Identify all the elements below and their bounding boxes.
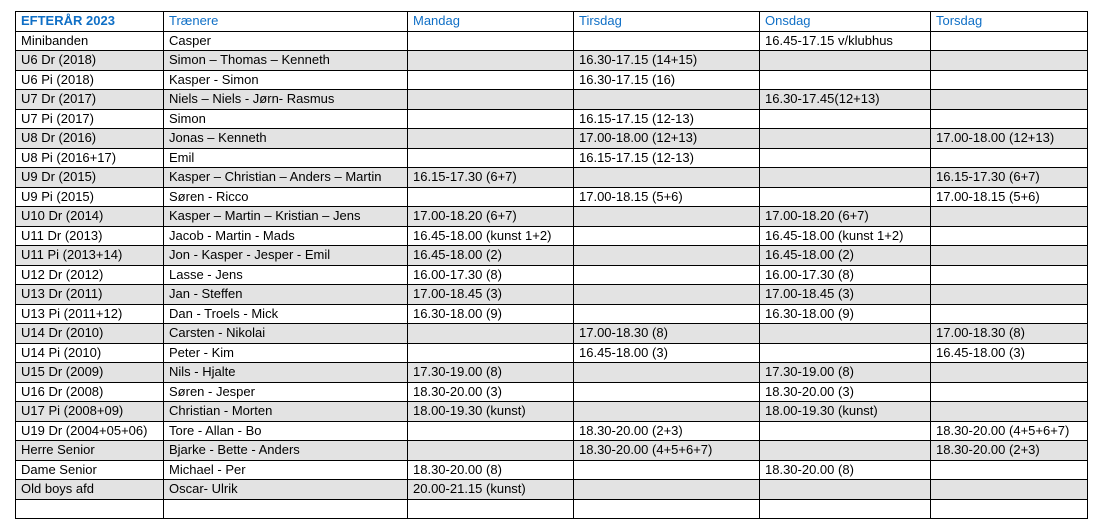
trainers-cell: Kasper – Christian – Anders – Martin — [164, 168, 408, 188]
monday-cell: 20.00-21.15 (kunst) — [408, 480, 574, 500]
wednesday-cell: 17.00-18.20 (6+7) — [760, 207, 931, 227]
trainers-cell: Simon – Thomas – Kenneth — [164, 51, 408, 71]
table-row — [16, 402, 1088, 422]
table-row — [16, 148, 1088, 168]
monday-cell — [408, 90, 574, 110]
thursday-cell — [931, 363, 1088, 383]
thursday-cell — [931, 285, 1088, 305]
trainers-cell: Michael - Per — [164, 460, 408, 480]
wednesday-cell — [760, 187, 931, 207]
trainers-cell: Emil — [164, 148, 408, 168]
trainers-cell: Bjarke - Bette - Anders — [164, 441, 408, 461]
thursday-cell: 17.00-18.30 (8) — [931, 324, 1088, 344]
trainers-cell: Tore - Allan - Bo — [164, 421, 408, 441]
thursday-cell — [931, 31, 1088, 51]
team-cell: Minibanden — [16, 31, 164, 51]
day-heading-wednesday: Onsdag — [760, 12, 931, 32]
tuesday-cell — [574, 31, 760, 51]
header-row — [16, 12, 1088, 32]
tuesday-cell — [574, 226, 760, 246]
wednesday-cell: 16.00-17.30 (8) — [760, 265, 931, 285]
wednesday-cell: 16.45-17.15 v/klubhus — [760, 31, 931, 51]
team-cell: U9 Pi (2015) — [16, 187, 164, 207]
team-cell: Dame Senior — [16, 460, 164, 480]
table-row — [16, 460, 1088, 480]
table-row — [16, 324, 1088, 344]
monday-cell — [408, 70, 574, 90]
thursday-cell: 18.30-20.00 (4+5+6+7) — [931, 421, 1088, 441]
trainers-cell: Peter - Kim — [164, 343, 408, 363]
tuesday-cell: 16.30-17.15 (14+15) — [574, 51, 760, 71]
thursday-cell — [931, 207, 1088, 227]
tuesday-cell — [574, 382, 760, 402]
table-row — [16, 285, 1088, 305]
monday-cell: 16.45-18.00 (kunst 1+2) — [408, 226, 574, 246]
thursday-cell — [931, 90, 1088, 110]
thursday-cell — [931, 70, 1088, 90]
thursday-cell — [931, 109, 1088, 129]
tuesday-cell — [574, 246, 760, 266]
tuesday-cell: 17.00-18.15 (5+6) — [574, 187, 760, 207]
day-heading-tuesday: Tirsdag — [574, 12, 760, 32]
table-row — [16, 382, 1088, 402]
tuesday-cell — [574, 402, 760, 422]
thursday-cell: 17.00-18.00 (12+13) — [931, 129, 1088, 149]
monday-cell — [408, 51, 574, 71]
trainers-cell — [164, 499, 408, 519]
trainers-cell: Jacob - Martin - Mads — [164, 226, 408, 246]
table-row — [16, 441, 1088, 461]
thursday-cell: 17.00-18.15 (5+6) — [931, 187, 1088, 207]
wednesday-cell — [760, 109, 931, 129]
wednesday-cell — [760, 480, 931, 500]
team-cell: U9 Dr (2015) — [16, 168, 164, 188]
wednesday-cell: 16.45-18.00 (2) — [760, 246, 931, 266]
trainers-heading: Trænere — [164, 12, 408, 32]
monday-cell: 18.00-19.30 (kunst) — [408, 402, 574, 422]
monday-cell — [408, 324, 574, 344]
tuesday-cell — [574, 207, 760, 227]
table-row — [16, 51, 1088, 71]
trainers-cell: Jan - Steffen — [164, 285, 408, 305]
thursday-cell — [931, 246, 1088, 266]
team-cell: U13 Pi (2011+12) — [16, 304, 164, 324]
table-row — [16, 499, 1088, 519]
season-heading: EFTERÅR 2023 — [16, 12, 164, 32]
tuesday-cell: 16.30-17.15 (16) — [574, 70, 760, 90]
wednesday-cell: 18.30-20.00 (3) — [760, 382, 931, 402]
team-cell: U7 Pi (2017) — [16, 109, 164, 129]
team-cell: U17 Pi (2008+09) — [16, 402, 164, 422]
trainers-cell: Niels – Niels - Jørn- Rasmus — [164, 90, 408, 110]
monday-cell: 16.00-17.30 (8) — [408, 265, 574, 285]
wednesday-cell: 18.00-19.30 (kunst) — [760, 402, 931, 422]
tuesday-cell — [574, 499, 760, 519]
monday-cell — [408, 31, 574, 51]
table-body — [16, 31, 1088, 519]
table-row — [16, 70, 1088, 90]
table-row — [16, 265, 1088, 285]
wednesday-cell — [760, 421, 931, 441]
table-row — [16, 480, 1088, 500]
wednesday-cell: 16.30-18.00 (9) — [760, 304, 931, 324]
team-cell: U11 Pi (2013+14) — [16, 246, 164, 266]
monday-cell — [408, 109, 574, 129]
monday-cell — [408, 187, 574, 207]
trainers-cell: Simon — [164, 109, 408, 129]
monday-cell — [408, 421, 574, 441]
monday-cell: 16.45-18.00 (2) — [408, 246, 574, 266]
thursday-cell: 16.45-18.00 (3) — [931, 343, 1088, 363]
trainers-cell: Dan - Troels - Mick — [164, 304, 408, 324]
thursday-cell — [931, 480, 1088, 500]
trainers-cell: Kasper – Martin – Kristian – Jens — [164, 207, 408, 227]
wednesday-cell — [760, 148, 931, 168]
wednesday-cell — [760, 70, 931, 90]
team-cell: U8 Dr (2016) — [16, 129, 164, 149]
team-cell: U12 Dr (2012) — [16, 265, 164, 285]
tuesday-cell — [574, 363, 760, 383]
thursday-cell: 18.30-20.00 (2+3) — [931, 441, 1088, 461]
monday-cell — [408, 499, 574, 519]
thursday-cell — [931, 382, 1088, 402]
trainers-cell: Carsten - Nikolai — [164, 324, 408, 344]
monday-cell: 17.00-18.20 (6+7) — [408, 207, 574, 227]
thursday-cell: 16.15-17.30 (6+7) — [931, 168, 1088, 188]
monday-cell — [408, 441, 574, 461]
tuesday-cell — [574, 285, 760, 305]
table-row — [16, 363, 1088, 383]
wednesday-cell: 16.30-17.45(12+13) — [760, 90, 931, 110]
monday-cell: 16.30-18.00 (9) — [408, 304, 574, 324]
team-cell: U19 Dr (2004+05+06) — [16, 421, 164, 441]
team-cell: Herre Senior — [16, 441, 164, 461]
monday-cell — [408, 129, 574, 149]
monday-cell — [408, 148, 574, 168]
wednesday-cell: 16.45-18.00 (kunst 1+2) — [760, 226, 931, 246]
wednesday-cell — [760, 51, 931, 71]
team-cell: U8 Pi (2016+17) — [16, 148, 164, 168]
tuesday-cell — [574, 90, 760, 110]
table-row — [16, 31, 1088, 51]
tuesday-cell — [574, 168, 760, 188]
tuesday-cell: 18.30-20.00 (2+3) — [574, 421, 760, 441]
trainers-cell: Jon - Kasper - Jesper - Emil — [164, 246, 408, 266]
table-row — [16, 226, 1088, 246]
trainers-cell: Kasper - Simon — [164, 70, 408, 90]
trainers-cell: Oscar- Ulrik — [164, 480, 408, 500]
table-row — [16, 187, 1088, 207]
team-cell: U13 Dr (2011) — [16, 285, 164, 305]
trainers-cell: Lasse - Jens — [164, 265, 408, 285]
tuesday-cell — [574, 265, 760, 285]
team-cell: U14 Dr (2010) — [16, 324, 164, 344]
wednesday-cell — [760, 499, 931, 519]
table-row — [16, 109, 1088, 129]
wednesday-cell — [760, 441, 931, 461]
table-row — [16, 168, 1088, 188]
thursday-cell — [931, 148, 1088, 168]
monday-cell: 18.30-20.00 (8) — [408, 460, 574, 480]
trainers-cell: Christian - Morten — [164, 402, 408, 422]
day-heading-thursday: Torsdag — [931, 12, 1088, 32]
team-cell: U10 Dr (2014) — [16, 207, 164, 227]
tuesday-cell — [574, 304, 760, 324]
monday-cell: 18.30-20.00 (3) — [408, 382, 574, 402]
team-cell: U6 Dr (2018) — [16, 51, 164, 71]
monday-cell: 16.15-17.30 (6+7) — [408, 168, 574, 188]
thursday-cell — [931, 499, 1088, 519]
wednesday-cell — [760, 324, 931, 344]
team-cell: Old boys afd — [16, 480, 164, 500]
trainers-cell: Søren - Ricco — [164, 187, 408, 207]
tuesday-cell: 17.00-18.00 (12+13) — [574, 129, 760, 149]
tuesday-cell: 16.15-17.15 (12-13) — [574, 109, 760, 129]
thursday-cell — [931, 51, 1088, 71]
wednesday-cell — [760, 168, 931, 188]
wednesday-cell: 17.30-19.00 (8) — [760, 363, 931, 383]
tuesday-cell: 16.15-17.15 (12-13) — [574, 148, 760, 168]
wednesday-cell: 17.00-18.45 (3) — [760, 285, 931, 305]
table-row — [16, 343, 1088, 363]
team-cell: U16 Dr (2008) — [16, 382, 164, 402]
trainers-cell: Casper — [164, 31, 408, 51]
tuesday-cell — [574, 480, 760, 500]
tuesday-cell: 16.45-18.00 (3) — [574, 343, 760, 363]
thursday-cell — [931, 402, 1088, 422]
monday-cell — [408, 343, 574, 363]
thursday-cell — [931, 226, 1088, 246]
training-schedule-table — [15, 11, 1088, 519]
team-cell: U6 Pi (2018) — [16, 70, 164, 90]
trainers-cell: Jonas – Kenneth — [164, 129, 408, 149]
tuesday-cell: 18.30-20.00 (4+5+6+7) — [574, 441, 760, 461]
table-row — [16, 304, 1088, 324]
table-row — [16, 246, 1088, 266]
table-header — [16, 12, 1088, 32]
wednesday-cell: 18.30-20.00 (8) — [760, 460, 931, 480]
table-row — [16, 129, 1088, 149]
table-row — [16, 421, 1088, 441]
tuesday-cell: 17.00-18.30 (8) — [574, 324, 760, 344]
thursday-cell — [931, 265, 1088, 285]
team-cell: U11 Dr (2013) — [16, 226, 164, 246]
wednesday-cell — [760, 343, 931, 363]
thursday-cell — [931, 304, 1088, 324]
day-heading-monday: Mandag — [408, 12, 574, 32]
table-row — [16, 207, 1088, 227]
team-cell: U15 Dr (2009) — [16, 363, 164, 383]
tuesday-cell — [574, 460, 760, 480]
thursday-cell — [931, 460, 1088, 480]
trainers-cell: Søren - Jesper — [164, 382, 408, 402]
monday-cell: 17.30-19.00 (8) — [408, 363, 574, 383]
team-cell: U14 Pi (2010) — [16, 343, 164, 363]
trainers-cell: Nils - Hjalte — [164, 363, 408, 383]
team-cell: U7 Dr (2017) — [16, 90, 164, 110]
wednesday-cell — [760, 129, 931, 149]
table-row — [16, 90, 1088, 110]
team-cell — [16, 499, 164, 519]
monday-cell: 17.00-18.45 (3) — [408, 285, 574, 305]
